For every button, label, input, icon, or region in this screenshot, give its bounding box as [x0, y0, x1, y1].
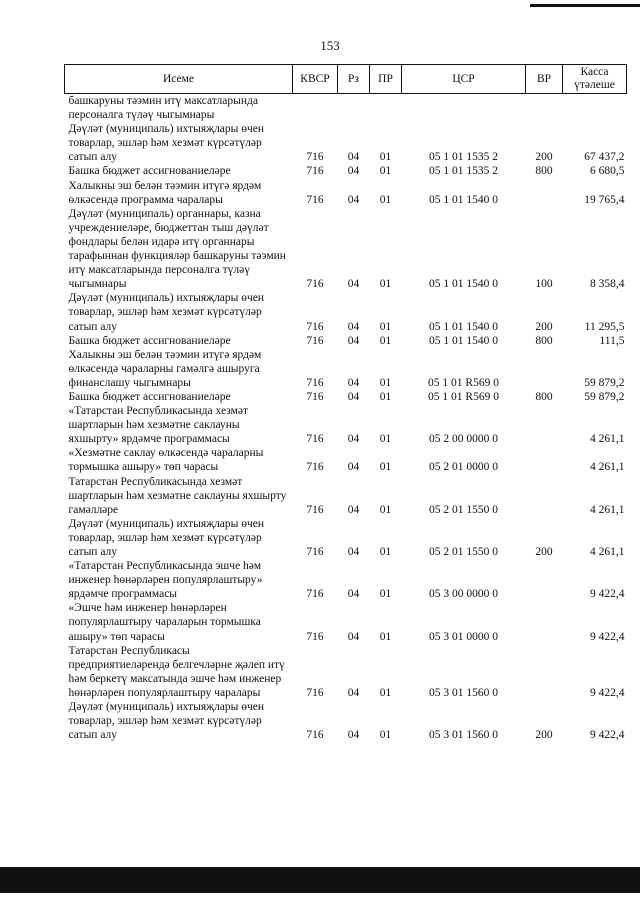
- cell-vr: 800: [535, 334, 553, 347]
- cell-rz: 04: [347, 461, 360, 474]
- cell-csr: 05 1 01 R569 0: [428, 390, 499, 403]
- cell-kvsr: 716: [306, 165, 324, 178]
- cell-name: Башка бюджет ассигнованиеләре: [68, 334, 231, 347]
- table-row: [65, 644, 627, 700]
- cell-sum: 9 422,4: [590, 630, 625, 643]
- cell-kvsr: 716: [306, 461, 324, 474]
- cell-kvsr: 716: [306, 630, 324, 643]
- cell-csr: 05 1 01 R569 0: [428, 376, 499, 389]
- cell-kvsr: 716: [306, 729, 324, 742]
- cell-sum: 4 261,1: [590, 433, 625, 446]
- table-row: [65, 601, 627, 643]
- cell-csr: 05 2 00 0000 0: [429, 433, 498, 446]
- cell-sum: 19 765,4: [584, 193, 625, 206]
- cell-vr: [526, 644, 563, 700]
- table-row: [65, 348, 627, 390]
- cell-sum: 4 261,1: [590, 461, 625, 474]
- cell-sum: 67 437,2: [584, 151, 625, 164]
- cell-rz: 04: [347, 334, 360, 347]
- cell-rz: 04: [347, 588, 360, 601]
- cell-kvsr: 716: [306, 546, 324, 558]
- cell-csr: 05 1 01 1540 0: [429, 334, 498, 347]
- table-row: [65, 164, 627, 178]
- page-number: 153: [320, 38, 340, 53]
- cell-kvsr: 716: [306, 278, 324, 291]
- table-row: [65, 207, 627, 292]
- cell-vr: [526, 179, 563, 207]
- cell-sum: 9 422,4: [590, 588, 625, 601]
- cell-kvsr: 716: [306, 588, 324, 601]
- cell-sum: 111,5: [599, 334, 625, 347]
- header-kassa: Касса үтәлеше: [563, 65, 627, 94]
- cell-vr: 800: [535, 390, 553, 403]
- cell-pr: 01: [379, 630, 392, 643]
- cell-sum: 9 422,4: [590, 729, 625, 742]
- cell-vr: [526, 601, 563, 643]
- cell-pr: 01: [379, 686, 392, 699]
- cell-pr: 01: [379, 376, 392, 389]
- cell-name: Татарстан Республикасында хезмәт шартларын һәм хезмәтне саклауны яхшырту гамәлләре: [68, 475, 287, 516]
- cell-csr: 05 2 01 1550 0: [429, 546, 498, 558]
- cell-name: «Хезмәтне саклау өлкәсендә чараларны тормышка ашыру» төп чарасы: [68, 447, 264, 474]
- cell-name: Дәүләт (муниципаль) ихтыяҗлары өчен товарлар, эшләр һәм хезмәт күрсәтүләр сатып алу: [68, 701, 265, 742]
- header-pr: ПР: [370, 65, 402, 94]
- cell-pr: 01: [379, 729, 392, 742]
- cell-kvsr: 716: [306, 151, 324, 164]
- cell-kvsr: 716: [306, 193, 324, 206]
- cell-rz: 04: [347, 151, 360, 164]
- cell-name: «Татарстан Республикасында эшче һәм инженер һөнәрләрен популярлаштыру» ярдәмче программасы: [68, 560, 263, 601]
- cell-sum: 59 879,2: [584, 390, 625, 403]
- cell-kvsr: 716: [306, 390, 324, 403]
- cell-csr: 05 1 01 1540 0: [429, 320, 498, 333]
- cell-name: башкаруны тәэмин итү максатларында персоналга түләү чыгымнары: [68, 95, 258, 122]
- cell-pr: 01: [379, 433, 392, 446]
- table-row: [65, 517, 627, 559]
- cell-name: Башка бюджет ассигнованиеләре: [68, 390, 231, 403]
- header-csr: ЦСР: [402, 65, 526, 94]
- cell-pr: 01: [379, 390, 392, 403]
- cell-vr: [526, 475, 563, 517]
- cell-csr: 05 2 01 0000 0: [429, 461, 498, 474]
- cell-sum: [563, 94, 627, 123]
- cell-name: Халыкны эш белән тәэмин итүгә ярдәм өлкәсендә программа чаралары: [68, 179, 262, 206]
- cell-pr: 01: [379, 546, 392, 558]
- cell-vr: 200: [535, 320, 553, 333]
- cell-sum: 4 261,1: [590, 546, 625, 558]
- cell-rz: 04: [347, 278, 360, 291]
- cell-name: «Татарстан Республикасында хезмәт шартларын һәм хезмәтне саклауны яхшырту» ярдәмче программасы: [68, 405, 248, 446]
- table-row: [65, 700, 627, 742]
- table-row: [65, 94, 627, 123]
- cell-rz: 04: [347, 320, 360, 333]
- table-row: [65, 179, 627, 207]
- cell-pr: [370, 94, 402, 123]
- budget-table: [64, 64, 627, 742]
- cell-pr: 01: [379, 320, 392, 333]
- cell-name: Халыкны эш белән тәэмин итүгә ярдәм өлкәсендә чараларны гамәлгә ашыруга финанслашу чыгымнары: [68, 348, 262, 389]
- header-kvsr: КВСР: [293, 65, 338, 94]
- table-row: [65, 446, 627, 474]
- cell-csr: 05 3 01 1560 0: [429, 729, 498, 742]
- cell-sum: 59 879,2: [584, 376, 625, 389]
- header-vr: ВР: [526, 65, 563, 94]
- cell-pr: 01: [379, 461, 392, 474]
- cell-kvsr: 716: [306, 334, 324, 347]
- cell-vr: 200: [535, 151, 553, 164]
- cell-vr: [526, 404, 563, 446]
- cell-vr: 200: [535, 546, 553, 558]
- cell-csr: 05 1 01 1540 0: [429, 193, 498, 206]
- cell-name: Дәүләт (муниципаль) ихтыяҗлары өчен товарлар, эшләр һәм хезмәт күрсәтүләр сатып алу: [68, 292, 265, 333]
- table-row: [65, 334, 627, 348]
- cell-rz: 04: [347, 546, 360, 558]
- cell-vr: [526, 94, 563, 123]
- cell-vr: [526, 446, 563, 474]
- cell-rz: 04: [347, 165, 360, 178]
- cell-csr: 05 1 01 1535 2: [429, 151, 498, 164]
- header-rz: Рз: [338, 65, 370, 94]
- cell-kvsr: 716: [306, 320, 324, 333]
- cell-rz: 04: [347, 193, 360, 206]
- table-row: [65, 390, 627, 404]
- cell-rz: 04: [347, 376, 360, 389]
- header-row: [65, 65, 627, 94]
- cell-sum: 11 295,5: [584, 320, 625, 333]
- cell-vr: 100: [535, 278, 553, 291]
- cell-rz: 04: [347, 686, 360, 699]
- cell-sum: 6 680,5: [590, 165, 625, 178]
- table-row: [65, 404, 627, 446]
- cell-vr: 800: [535, 165, 553, 178]
- cell-csr: [402, 94, 526, 123]
- cell-csr: 05 3 00 0000 0: [429, 588, 498, 601]
- cell-pr: 01: [379, 151, 392, 164]
- cell-rz: 04: [347, 729, 360, 742]
- cell-pr: 01: [379, 588, 392, 601]
- cell-name: Башка бюджет ассигнованиеләре: [68, 165, 231, 178]
- cell-sum: 9 422,4: [590, 686, 625, 699]
- header-name: Исеме: [65, 65, 293, 94]
- cell-kvsr: 716: [306, 686, 324, 699]
- cell-vr: [526, 348, 563, 390]
- top-rule: [530, 4, 640, 7]
- cell-name: Дәүләт (муниципаль) органнары, казна учреждениеләре, бюджеттан тыш дәүләт фондлары белән идарә итү органнары тарафыннан функцияләр башкаруны тәэмин итү максатларында персоналга түләү чыгымнары: [68, 207, 286, 291]
- cell-rz: 04: [347, 433, 360, 446]
- cell-csr: 05 1 01 1535 2: [429, 165, 498, 178]
- cell-sum: 8 358,4: [590, 278, 625, 291]
- table-row: [65, 291, 627, 333]
- cell-rz: 04: [347, 390, 360, 403]
- cell-name: Татарстан Республикасы предприятиеләрендә белгечләрне җәлеп итү һәм беркетү максатында эшче һәм инженер һөнәрләрен популярлаштыру чаралары: [68, 644, 285, 699]
- cell-kvsr: [293, 94, 338, 123]
- cell-name: Дәүләт (муниципаль) ихтыяҗлары өчен товарлар, эшләр һәм хезмәт күрсәтүләр сатып алу: [68, 517, 265, 558]
- cell-pr: 01: [379, 503, 392, 516]
- bottom-scan-band: [0, 867, 640, 893]
- table-row: [65, 122, 627, 164]
- cell-csr: 05 2 01 1550 0: [429, 503, 498, 516]
- cell-kvsr: 716: [306, 433, 324, 446]
- cell-name: Дәүләт (муниципаль) ихтыяҗлары өчен товарлар, эшләр һәм хезмәт күрсәтүләр сатып алу: [68, 123, 265, 164]
- table-row: [65, 559, 627, 601]
- cell-vr: [526, 559, 563, 601]
- cell-rz: 04: [347, 630, 360, 643]
- table-row: [65, 475, 627, 517]
- cell-csr: 05 3 01 0000 0: [429, 630, 498, 643]
- cell-pr: 01: [379, 334, 392, 347]
- cell-pr: 01: [379, 193, 392, 206]
- cell-sum: 4 261,1: [590, 503, 625, 516]
- cell-kvsr: 716: [306, 376, 324, 389]
- cell-pr: 01: [379, 278, 392, 291]
- cell-pr: 01: [379, 165, 392, 178]
- cell-kvsr: 716: [306, 503, 324, 516]
- cell-vr: 200: [535, 729, 553, 742]
- cell-rz: [338, 94, 370, 123]
- cell-rz: 04: [347, 503, 360, 516]
- cell-csr: 05 1 01 1540 0: [429, 278, 498, 291]
- cell-csr: 05 3 01 1560 0: [429, 686, 498, 699]
- cell-name: «Эшче һәм инженер һөнәрләрен популярлаштыру чараларын тормышка ашыру» төп чарасы: [68, 602, 261, 643]
